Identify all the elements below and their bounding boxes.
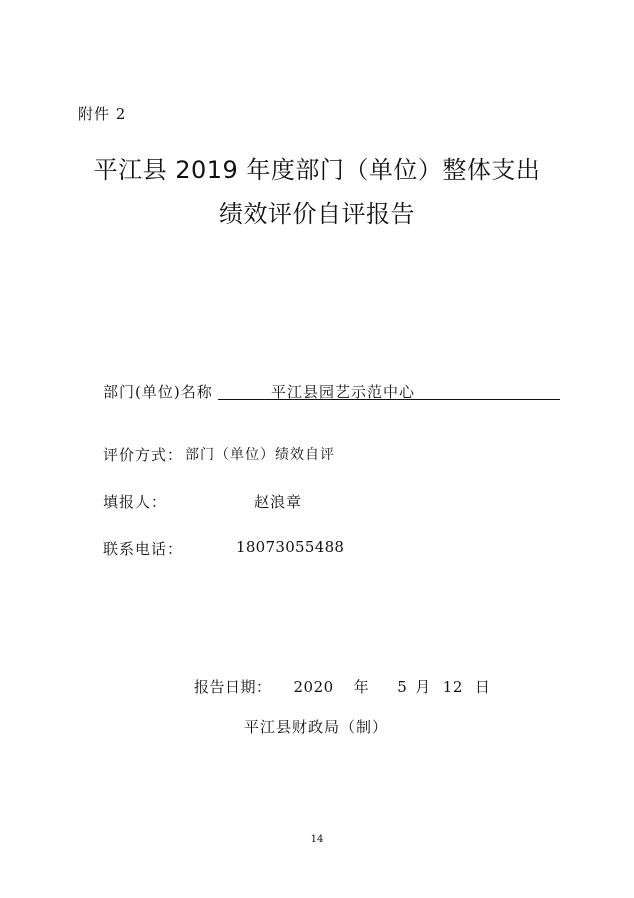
phone-label: 联系电话： xyxy=(103,540,184,558)
department-value-underline xyxy=(218,381,560,400)
phone-value: 18073055488 xyxy=(236,538,345,556)
issuer: 平江县财政局（制） xyxy=(244,718,389,736)
report-date-day: 12 xyxy=(442,678,463,696)
report-date xyxy=(194,676,490,697)
filler-label: 填报人： xyxy=(103,493,168,511)
report-date-month: 5 xyxy=(397,678,408,696)
evaluation-method-label: 评价方式： xyxy=(103,446,184,464)
report-date-month-unit: 月 xyxy=(415,678,431,696)
report-title-line-2: 绩效评价自评报告 xyxy=(219,200,415,228)
filler-value: 赵浪章 xyxy=(254,493,303,511)
attachment-label: 附件 2 xyxy=(78,105,127,123)
page-number: 14 xyxy=(310,834,324,845)
report-title-line-1: 平江县 2019 年度部门（单位）整体支出 xyxy=(93,156,541,184)
report-date-year-unit: 年 xyxy=(353,678,370,696)
department-label: 部门(单位)名称 xyxy=(103,383,213,401)
report-date-label: 报告日期： xyxy=(194,678,272,696)
evaluation-method-value: 部门（单位）绩效自评 xyxy=(185,447,335,463)
report-date-day-unit: 日 xyxy=(474,678,491,696)
department-value: 平江县园艺示范中心 xyxy=(271,383,416,401)
report-date-year: 2020 xyxy=(293,678,334,696)
